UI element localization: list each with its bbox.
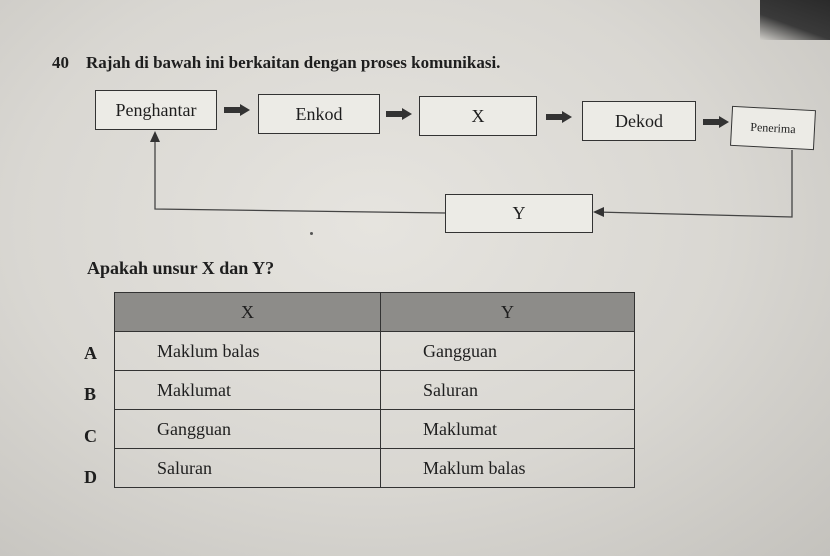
box-sender: Penghantar — [95, 90, 217, 130]
box-decode: Dekod — [582, 101, 696, 141]
cell-y: Maklum balas — [381, 449, 635, 488]
cell-x: Maklumat — [115, 371, 381, 410]
table-row — [115, 332, 635, 371]
cell-y: Maklumat — [381, 410, 635, 449]
ink-dot — [310, 232, 313, 235]
cell-x: Gangguan — [115, 410, 381, 449]
table-row — [115, 410, 635, 449]
option-letter-b: B — [84, 384, 97, 404]
question-prompt: Apakah unsur X dan Y? — [87, 258, 275, 278]
question-text: Rajah di bawah ini berkaitan dengan proses komunikasi. — [86, 53, 501, 72]
box-encode: Enkod — [258, 94, 380, 134]
box-x: X — [419, 96, 537, 136]
header-y: Y — [381, 293, 635, 332]
table-row — [115, 449, 635, 488]
question-number: 40 — [52, 53, 69, 72]
answer-table — [114, 292, 635, 488]
table-header-row — [115, 293, 635, 332]
option-letter-c: C — [84, 426, 97, 446]
option-letter-d: D — [84, 467, 97, 487]
cell-x: Saluran — [115, 449, 381, 488]
cell-x: Maklum balas — [115, 332, 381, 371]
option-letter-a: A — [84, 343, 97, 363]
table-row — [115, 371, 635, 410]
box-y: Y — [445, 194, 593, 233]
cell-y: Saluran — [381, 371, 635, 410]
cell-y: Gangguan — [381, 332, 635, 371]
box-receiver: Penerima — [730, 106, 816, 150]
header-x: X — [115, 293, 381, 332]
